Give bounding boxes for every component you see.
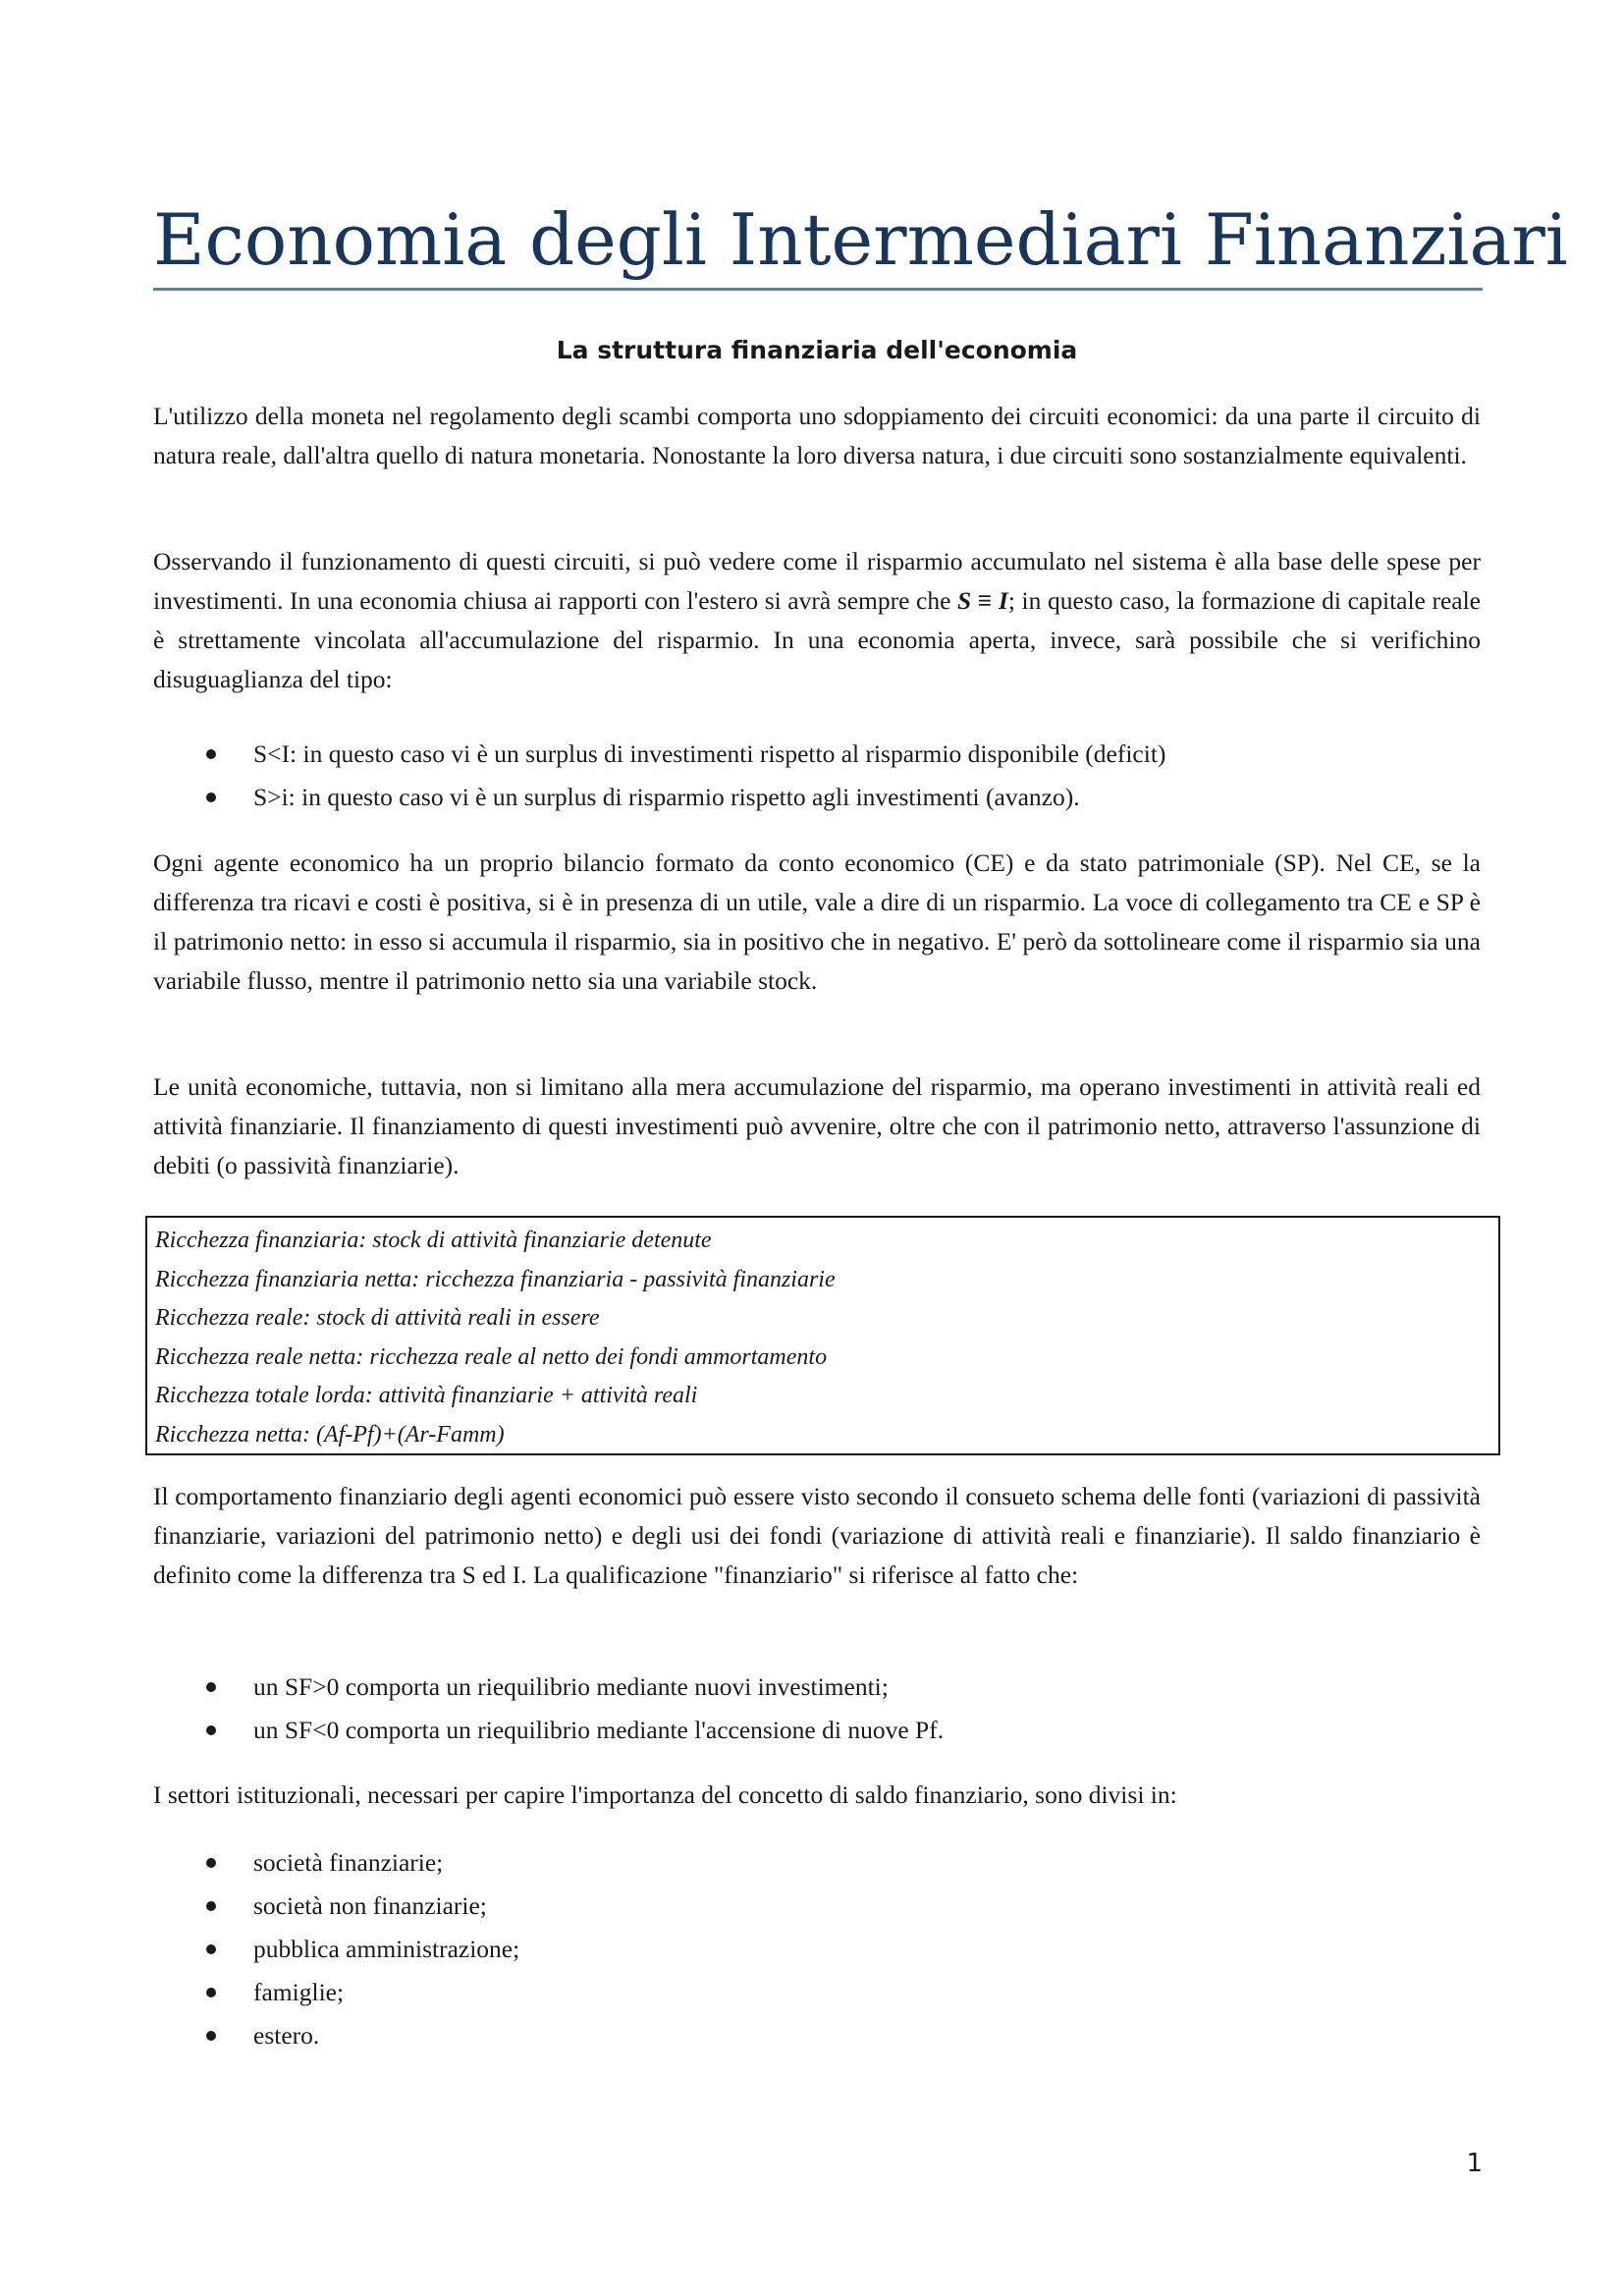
definition-line: Ricchezza reale: stock di attività reali in essere (155, 1305, 600, 1331)
list-item-text: un SF<0 comporta un riequilibrio mediante l'accensione di nuove Pf. (253, 1716, 945, 1744)
list-item-text: società non finanziarie; (253, 1891, 487, 1920)
list-imbalances (153, 735, 1481, 821)
bullet-icon (206, 1858, 216, 1868)
paragraph-2 (153, 542, 1481, 699)
list-item-text: S<I: in questo caso vi è un surplus di investimenti rispetto al risparmio disponibile (deficit) (253, 739, 1166, 768)
list-item (153, 1843, 1481, 1886)
paragraph-2-text-after: ; in questo caso, la formazione di capitale reale è strettamente vincolata all'accumulazione del risparmio. In una economia aperta, invece, sarà possibile che si verifichino disuguaglianza del tipo: (153, 586, 1482, 693)
list-item-text: un SF>0 comporta un riequilibrio mediante nuovi investimenti; (253, 1672, 889, 1701)
list-item (153, 2016, 1481, 2059)
list-item-text: estero. (253, 2021, 320, 2050)
paragraph-5: Il comportamento finanziario degli agenti economici può essere visto secondo il consueto schema delle fonti (variazioni di passività finanziarie, variazioni del patrimonio netto) e degli usi dei fondi (variazione di attività reali e finanziarie). Il saldo finanziario è definito come la differenza tra S ed I. La qualificazione "finanziario" si riferisce al fatto che: (153, 1482, 1481, 1589)
list-item (153, 1886, 1481, 1930)
paragraph-1: L'utilizzo della moneta nel regolamento degli scambi comporta uno sdoppiamento dei circuiti economici: da una parte il circuito di natura reale, dall'altra quello di natura monetaria. Nonostante la loro diversa natura, i due circuiti sono sostanzialmente equivalenti. (153, 402, 1481, 469)
definition-line: Ricchezza finanziaria: stock di attività finanziarie detenute (155, 1228, 712, 1253)
title-underline (153, 288, 1483, 291)
bullet-icon (206, 793, 216, 802)
paragraph-2-text-before: Osservando il funzionamento di questi circuiti, si può vedere come il risparmio accumulato nel sistema è alla base delle spese per investimenti. In una economia chiusa ai rapporti con l'estero si avrà sempre che (153, 547, 1481, 615)
bullet-icon (206, 2031, 216, 2041)
bullet-icon (206, 1988, 216, 1997)
page-number: 1 (1466, 2149, 1483, 2178)
definition-line: Ricchezza reale netta: ricchezza reale al netto dei fondi ammortamento (155, 1343, 828, 1370)
paragraph-4: Le unità economiche, tuttavia, non si limitano alla mera accumulazione del risparmio, ma operano investimenti in attività reali ed attività finanziarie. Il finanziamento di questi investimenti può avvenire, oltre che con il patrimonio netto, attraverso l'assunzione di debiti (o passività finanziarie). (153, 1072, 1481, 1179)
definition-line: Ricchezza finanziaria netta: ricchezza finanziaria - passività finanziarie (155, 1266, 836, 1292)
list-item (153, 1667, 1481, 1711)
bullet-icon (206, 1901, 216, 1911)
bullet-icon (206, 1682, 216, 1692)
list-item (153, 735, 1481, 778)
paragraph-3: Ogni agente economico ha un proprio bilancio formato da conto economico (CE) e da stato patrimoniale (SP). Nel CE, se la differenza tra ricavi e costi è positiva, si è in presenza di un utile, vale a dire di un risparmio. La voce di collegamento tra CE e SP è il patrimonio netto: in esso si accumula il risparmio, sia in positivo che in negativo. E' però da sottolineare come il risparmio sia una variabile flusso, mentre il patrimonio netto sia una variabile stock. (153, 848, 1481, 995)
list-financial-balance (153, 1667, 1481, 1754)
definition-line: Ricchezza totale lorda: attività finanziarie + attività reali (155, 1383, 698, 1408)
list-item-text: pubblica amministrazione; (253, 1935, 520, 1963)
list-item-text: S>i: in questo caso vi è un surplus di risparmio rispetto agli investimenti (avanzo). (253, 783, 1080, 811)
definition-line: Ricchezza netta: (Af-Pf)+(Ar-Famm) (155, 1421, 505, 1448)
bullet-icon (206, 1725, 216, 1735)
definitions-box (145, 1216, 1500, 1455)
identity-formula: S ≡ I (957, 586, 1008, 615)
list-item (153, 1930, 1481, 1973)
section-heading: La struttura finanziaria dell'economia (556, 336, 1078, 364)
list-item (153, 1973, 1481, 2016)
page-title: Economia degli Intermediari Finanziari (153, 198, 1568, 281)
bullet-icon (206, 1944, 216, 1954)
list-institutional-sectors (153, 1843, 1481, 2059)
list-item-text: famiglie; (253, 1978, 345, 2006)
list-item-text: società finanziarie; (253, 1848, 444, 1877)
list-item (153, 1711, 1481, 1754)
paragraph-6: I settori istituzionali, necessari per capire l'importanza del concetto di saldo finanziario, sono divisi in: (153, 1780, 1177, 1809)
bullet-icon (206, 749, 216, 759)
list-item (153, 778, 1481, 821)
